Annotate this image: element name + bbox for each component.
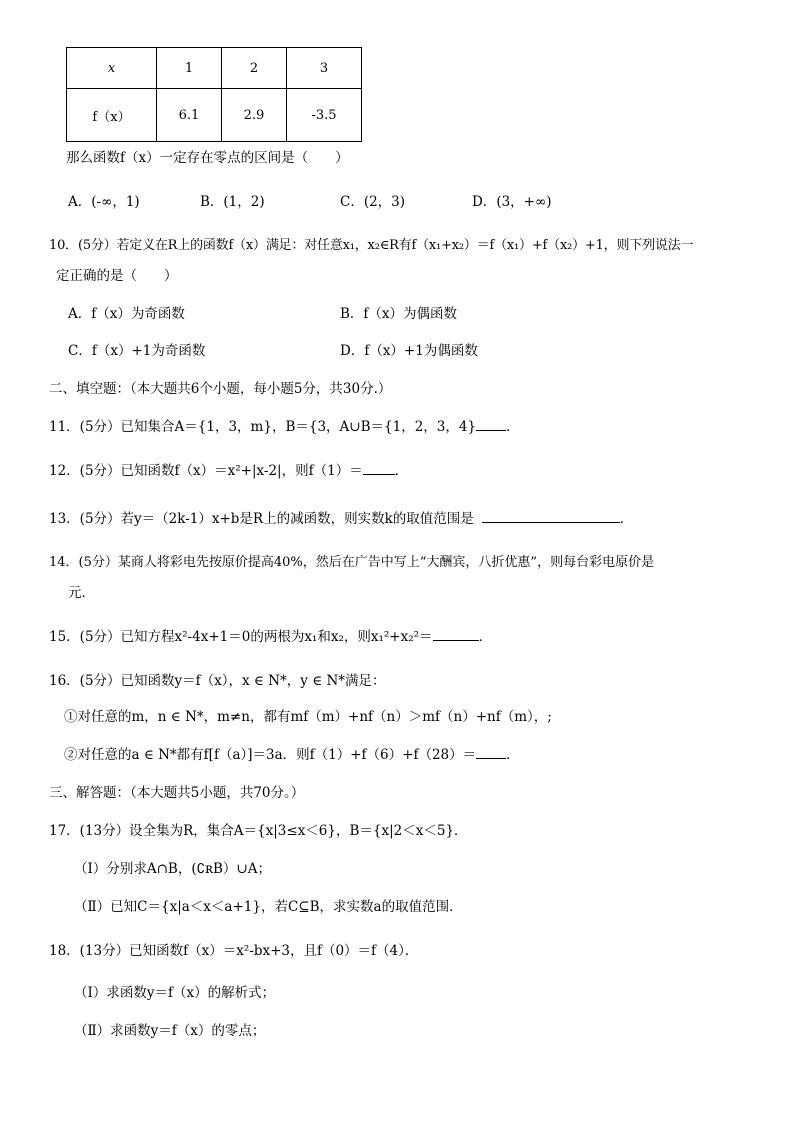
section-3-heading: 三、解答题：（本大题共5小题，共70分。） [49,785,305,801]
q10-option-d: D．f（x）+1为偶函数 [340,343,478,359]
q17: 17．(13分）设全集为R，集合A＝{x|3≤x＜6}，B＝{x|2＜x＜5}． [49,823,468,839]
q12: 12．(5分）已知函数f（x）＝x²+|x-2|，则f（1）＝ ． [49,463,409,479]
q9-option-d: D．(3，+∞) [472,194,552,210]
q14-line2: 元． [68,585,95,601]
table-cell: 3 [287,48,362,89]
table-cell: x [67,48,157,89]
q9-option-c: C．(2，3) [340,194,406,210]
q10-option-a: A．f（x）为奇函数 [68,306,185,322]
table-row [67,89,362,142]
q13: 13．(5分）若y＝（2k-1）x+b是R上的减函数，则实数k的取值范围是 ． [49,511,634,527]
q14-line1: 14．(5分）某商人将彩电先按原价提高40%，然后在广告中写上“大酬宾，八折优惠”，则每台彩电原价是 [49,555,655,570]
q15: 15．(5分）已知方程x²-4x+1＝0的两根为x₁和x₂，则x₁²+x₂²＝ ． [49,629,493,645]
q18-part-1: （Ⅰ）求函数y＝f（x）的解析式； [74,985,276,1001]
q9-option-b: B．(1，2) [200,194,265,210]
table-cell: 2 [222,48,287,89]
table-cell: f（x） [67,89,157,142]
q9-stem: 那么函数f（x）一定存在零点的区间是（ ） [66,150,349,166]
q10-line2: 定正确的是（ ） [56,268,178,284]
q16-condition-1: ①对任意的m，n ∈ N*，m≠n，都有mf（m）+nf（n）＞mf（n）+nf（m），; [64,709,552,725]
q18-part-2: （Ⅱ）求函数y＝f（x）的零点； [74,1023,266,1039]
table-header-row [67,48,362,89]
q10-line1: 10．(5分）若定义在R上的函数f（x）满足：对任意x₁，x₂∈R有f（x₁+x₂）＝f（x₁）+f（x₂）+1，则下列说法一 [49,238,694,253]
value-table [66,47,362,142]
answer-blank [433,628,479,641]
q10-option-b: B．f（x）为偶函数 [340,306,458,322]
q16: 16．(5分）已知函数y＝f（x），x ∈ N*，y ∈ N*满足： [49,673,386,689]
table-cell: 6.1 [157,89,222,142]
q9-option-a: A．(-∞，1) [68,194,140,210]
q18: 18．(13分）已知函数f（x）＝x²-bx+3，且f（0）＝f（4）． [49,943,419,959]
q10-option-c: C．f（x）+1为奇函数 [68,343,206,359]
answer-blank [476,746,506,759]
q17-part-1: （Ⅰ）分别求A∩B，(∁ʀB）∪A； [74,861,271,877]
answer-blank [482,510,620,523]
q11: 11．(5分）已知集合A＝{1，3，m}，B＝{3，A∪B＝{1，2，3，4} ． [49,419,520,435]
section-2-heading: 二、填空题：（本大题共6个小题，每小题5分，共30分.） [49,381,392,397]
table-cell: -3.5 [287,89,362,142]
answer-blank [476,418,506,431]
q16-condition-2: ②对任意的a ∈ N*都有f[f（a）]＝3a．则f（1）+f（6）+f（28）＝ ． [64,747,520,763]
answer-blank [363,462,395,475]
table-cell: 1 [157,48,222,89]
table-cell: 2.9 [222,89,287,142]
q17-part-2: （Ⅱ）已知C＝{x|a＜x＜a+1}，若C⊆B，求实数a的取值范围． [74,899,463,915]
